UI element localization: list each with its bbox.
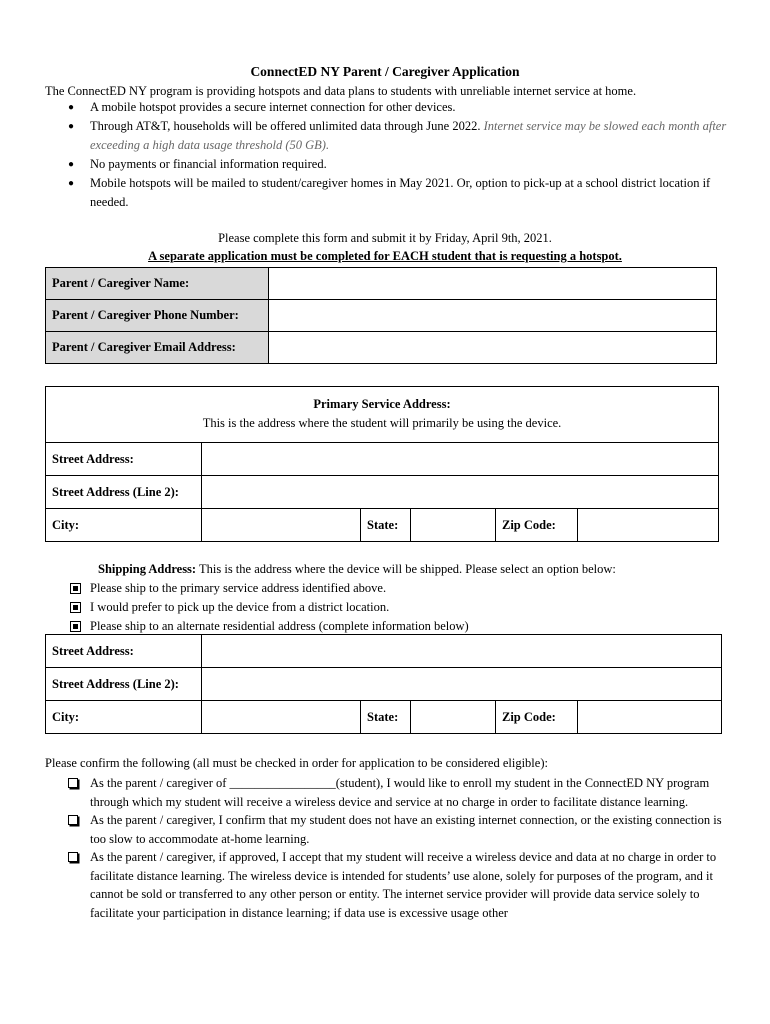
ship-option-alternate[interactable]: Please ship to an alternate residential address (complete information below) [70, 619, 469, 634]
bullet-icon: ● [68, 178, 75, 189]
primary-state-field[interactable] [410, 509, 495, 541]
program-intro: The ConnectED NY program is providing hotspots and data plans to students with unreliable internet service at home. [45, 84, 637, 98]
parent-name-label: Parent / Caregiver Name: [46, 268, 269, 300]
shipping-heading: Shipping Address: This is the address where the device will be shipped. Please select an option below: [98, 562, 616, 576]
deadline-text: Please complete this form and submit it by Friday, April 9th, 2021. [218, 231, 552, 245]
ship-option-primary[interactable]: Please ship to the primary service address identified above. [70, 581, 386, 596]
primary-street2-row [46, 475, 718, 508]
alt-city-row [46, 700, 721, 733]
program-bullets [62, 98, 730, 212]
checkbox-icon[interactable] [68, 852, 78, 862]
parent-name-field[interactable] [269, 268, 717, 300]
parent-email-field[interactable] [269, 332, 717, 364]
alt-street-label: Street Address: [52, 643, 134, 658]
primary-street-row [46, 443, 718, 475]
bullet-item: ● Through AT&T, households will be offered unlimited data through June 2022. Internet service may be slowed each month after exceeding a high data usage threshold (50 GB). [68, 119, 727, 152]
bullet-icon: ● [68, 159, 75, 170]
data-usage-note: Internet service may be slowed each month after exceeding a high data usage threshold (50 GB). [90, 119, 727, 152]
alt-city-label: City: [52, 709, 80, 724]
form-title: ConnectED NY Parent / Caregiver Application [250, 64, 520, 79]
primary-address-heading: Primary Service Address: [313, 397, 451, 411]
confirm-item[interactable]: As the parent / caregiver, I confirm that my student does not have an existing internet connection, or the existing connection is too slow to accommodate at-home learning. [66, 811, 730, 848]
confirm-checklist [66, 774, 730, 922]
alt-street2-field[interactable] [201, 668, 721, 700]
checkbox-icon[interactable] [68, 778, 78, 788]
primary-city-field[interactable] [201, 509, 360, 541]
primary-state-label: State: [360, 509, 410, 541]
separate-application-notice: A separate application must be completed for EACH student that is requesting a hotspot. [148, 249, 622, 263]
primary-street2-label: Street Address (Line 2): [52, 484, 179, 499]
bullet-icon: ● [68, 102, 75, 113]
primary-city-row [46, 508, 718, 541]
primary-zip-field[interactable] [577, 509, 718, 541]
alt-state-field[interactable] [410, 701, 495, 733]
confirm-item[interactable]: As the parent / caregiver of _________________(student), I would like to enroll my student in the ConnectED NY program through which my student will receive a wireless device and service at no charge in order to facilitate distance learning. [66, 774, 730, 811]
bullet-item: ● No payments or financial information required. [62, 155, 730, 174]
primary-street-field[interactable] [201, 443, 718, 475]
alt-street2-label: Street Address (Line 2): [52, 676, 179, 691]
parent-info-table [45, 267, 717, 364]
parent-email-label: Parent / Caregiver Email Address: [46, 332, 269, 364]
primary-address-section [45, 386, 719, 542]
alternate-address-section [45, 634, 722, 734]
primary-city-label: City: [52, 517, 80, 532]
checkbox-checked-icon[interactable] [70, 602, 81, 613]
parent-phone-label: Parent / Caregiver Phone Number: [46, 300, 269, 332]
checkbox-checked-icon[interactable] [70, 621, 81, 632]
primary-street2-field[interactable] [201, 476, 718, 508]
alt-street-row [46, 635, 721, 667]
alt-street-field[interactable] [201, 635, 721, 667]
alt-city-field[interactable] [201, 701, 360, 733]
ship-option-pickup[interactable]: I would prefer to pick up the device from a district location. [70, 600, 389, 615]
confirm-item[interactable]: As the parent / caregiver, if approved, I accept that my student will receive a wireless device and data at no charge in order to facilitate distance learning. The wireless device is intended for students’ use alone, solely for purposes of the program, and it cannot be sold or transferred to any other person or entity. The internet service provider will provide data service solely to facilitate your participation in distance learning; if data use is excessive usage other [66, 848, 730, 922]
primary-address-header [46, 387, 718, 443]
checkbox-checked-icon[interactable] [70, 583, 81, 594]
alt-state-label: State: [360, 701, 410, 733]
parent-phone-field[interactable] [269, 300, 717, 332]
primary-zip-label: Zip Code: [495, 509, 577, 541]
alt-zip-field[interactable] [577, 701, 721, 733]
bullet-icon: ● [68, 121, 75, 132]
checkbox-icon[interactable] [68, 815, 78, 825]
bullet-item: ● Mobile hotspots will be mailed to student/caregiver homes in May 2021. Or, option to pick-up at a school district location if needed. [68, 176, 711, 209]
confirm-intro: Please confirm the following (all must be checked in order for application to be considered eligible): [45, 756, 548, 770]
alt-zip-label: Zip Code: [495, 701, 577, 733]
primary-street-label: Street Address: [52, 451, 134, 466]
primary-address-subheading: This is the address where the student will primarily be using the device. [202, 416, 562, 430]
bullet-item: ● A mobile hotspot provides a secure internet connection for other devices. [62, 98, 730, 117]
alt-street2-row [46, 667, 721, 700]
